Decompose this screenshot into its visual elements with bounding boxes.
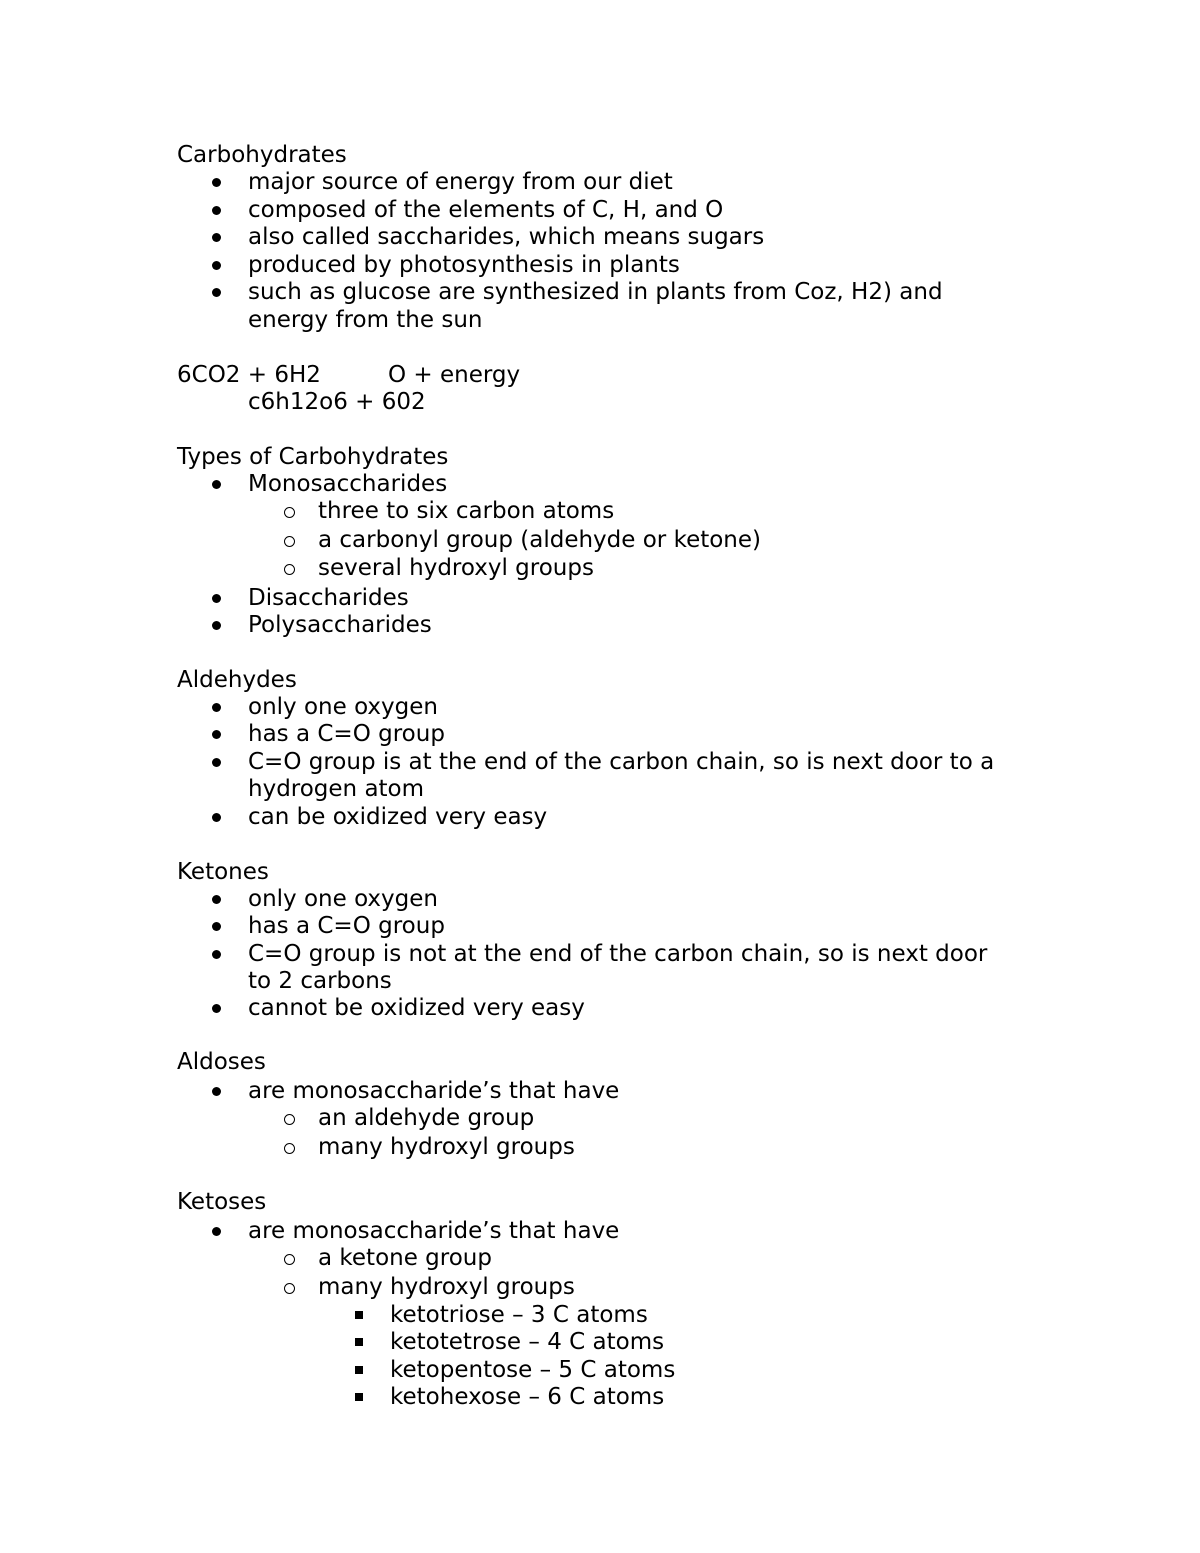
section-heading-ketones: Ketones [177, 859, 269, 885]
list-item: only one oxygen [248, 694, 438, 720]
bullet-icon [212, 288, 221, 297]
section-heading-aldehydes: Aldehydes [177, 667, 297, 693]
bullet-icon [212, 480, 221, 489]
circle-bullet-icon [284, 536, 295, 547]
circle-bullet-icon [284, 1283, 295, 1294]
section-heading-ketoses: Ketoses [177, 1189, 267, 1215]
bullet-icon [212, 261, 221, 270]
list-item-continuation: energy from the sun [248, 307, 483, 333]
sub-list-item: three to six carbon atoms [318, 498, 615, 524]
sub-sub-list-item: ketopentose – 5 C atoms [390, 1357, 676, 1383]
list-item: C=O group is not at the end of the carbon chain, so is next door [248, 941, 988, 967]
bullet-icon [212, 895, 221, 904]
list-item: Monosaccharides [248, 471, 448, 497]
sub-list-item: many hydroxyl groups [318, 1134, 575, 1160]
sub-list-item: a carbonyl group (aldehyde or ketone) [318, 527, 762, 553]
list-item: composed of the elements of C, H, and O [248, 197, 724, 223]
section-heading-aldoses: Aldoses [177, 1049, 266, 1075]
bullet-icon [212, 206, 221, 215]
square-bullet-icon [355, 1393, 363, 1401]
circle-bullet-icon [284, 1114, 295, 1125]
list-item: are monosaccharide’s that have [248, 1218, 620, 1244]
bullet-icon [212, 594, 221, 603]
bullet-icon [212, 922, 221, 931]
circle-bullet-icon [284, 564, 295, 575]
bullet-icon [212, 950, 221, 959]
equation-left-a: 6CO2 + 6H2 [177, 362, 321, 388]
circle-bullet-icon [284, 1143, 295, 1154]
list-item-continuation: hydrogen atom [248, 776, 425, 802]
sub-list-item: several hydroxyl groups [318, 555, 594, 581]
circle-bullet-icon [284, 1254, 295, 1265]
equation-left-b: O + energy [388, 362, 521, 388]
list-item: C=O group is at the end of the carbon chain, so is next door to a [248, 749, 995, 775]
list-item: produced by photosynthesis in plants [248, 252, 680, 278]
circle-bullet-icon [284, 507, 295, 518]
list-item: major source of energy from our diet [248, 169, 673, 195]
section-heading-types: Types of Carbohydrates [177, 444, 449, 470]
sub-sub-list-item: ketohexose – 6 C atoms [390, 1384, 665, 1410]
bullet-icon [212, 813, 221, 822]
section-heading-carbohydrates: Carbohydrates [177, 142, 347, 168]
square-bullet-icon [355, 1366, 363, 1374]
list-item: such as glucose are synthesized in plants from Coz, H2) and [248, 279, 943, 305]
bullet-icon [212, 1087, 221, 1096]
list-item: has a C=O group [248, 721, 445, 747]
list-item: cannot be oxidized very easy [248, 995, 585, 1021]
sub-list-item: an aldehyde group [318, 1105, 535, 1131]
bullet-icon [212, 1227, 221, 1236]
list-item: has a C=O group [248, 913, 445, 939]
list-item: can be oxidized very easy [248, 804, 548, 830]
bullet-icon [212, 178, 221, 187]
bullet-icon [212, 233, 221, 242]
list-item: also called saccharides, which means sugars [248, 224, 765, 250]
bullet-icon [212, 758, 221, 767]
bullet-icon [212, 621, 221, 630]
square-bullet-icon [355, 1311, 363, 1319]
sub-sub-list-item: ketotriose – 3 C atoms [390, 1302, 648, 1328]
list-item: only one oxygen [248, 886, 438, 912]
square-bullet-icon [355, 1338, 363, 1346]
bullet-icon [212, 703, 221, 712]
sub-list-item: many hydroxyl groups [318, 1274, 575, 1300]
bullet-icon [212, 730, 221, 739]
list-item: are monosaccharide’s that have [248, 1078, 620, 1104]
list-item-continuation: to 2 carbons [248, 968, 392, 994]
equation-right: c6h12o6 + 602 [248, 389, 426, 415]
sub-sub-list-item: ketotetrose – 4 C atoms [390, 1329, 665, 1355]
sub-list-item: a ketone group [318, 1245, 492, 1271]
list-item: Polysaccharides [248, 612, 432, 638]
bullet-icon [212, 1004, 221, 1013]
list-item: Disaccharides [248, 585, 409, 611]
